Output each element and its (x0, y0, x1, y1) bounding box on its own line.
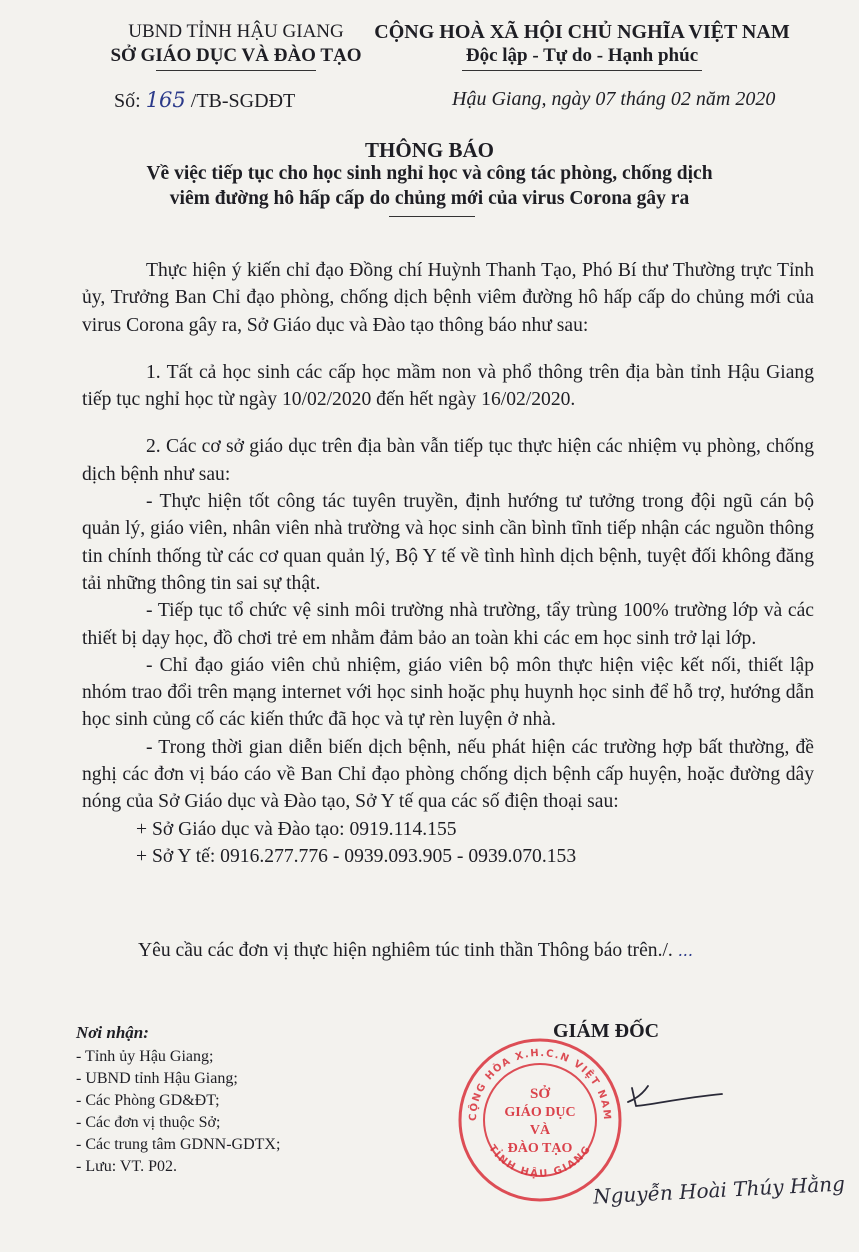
issuer-header (96, 20, 376, 71)
national-title: CỘNG HOÀ XÃ HỘI CHỦ NGHĨA VIỆT NAM (374, 21, 790, 43)
recipient-item: - Các Phòng GD&ĐT; (76, 1092, 220, 1109)
date-line: Hậu Giang, ngày 07 tháng 02 năm 2020 (452, 88, 776, 110)
document-title: THÔNG BÁO (365, 138, 494, 162)
handwritten-initials: ... (677, 941, 693, 960)
phone-line-education: + Sở Giáo dục và Đào tạo: 0919.114.155 (136, 818, 457, 840)
recipient-item: - Các đơn vị thuộc Sở; (76, 1114, 221, 1131)
recipients-heading: Nơi nhận: (76, 1023, 149, 1042)
title-underline (389, 216, 475, 217)
svg-text:TỈNH HẬU GIANG: TỈNH HẬU GIANG (486, 1143, 594, 1180)
svg-text:CỘNG HÒA X.H.C.N VIỆT NAM: CỘNG HÒA X.H.C.N VIỆT NAM (467, 1047, 613, 1122)
document-number (114, 88, 295, 113)
document-subject-line1: Về việc tiếp tục cho học sinh nghỉ học và công tác phòng, chống dịch (146, 163, 713, 184)
bullet-4: - Trong thời gian diễn biến dịch bệnh, nếu phát hiện các trường hợp bất thường, đề nghị các đơn vị báo cáo về Ban Chỉ đạo phòng chống dịch bệnh cấp huyện, hoặc đường dây nóng của Sở Giáo dục và Đào tạo, Sở Y tế qua các số điện thoại sau: (82, 736, 814, 813)
recipient-item: - UBND tỉnh Hậu Giang; (76, 1070, 238, 1087)
recipient-item: - Tỉnh ủy Hậu Giang; (76, 1048, 214, 1065)
national-motto: Độc lập - Tự do - Hạnh phúc (465, 45, 699, 66)
handwritten-signature (626, 1080, 726, 1140)
item-2: 2. Các cơ sở giáo dục trên địa bàn vẫn tiếp tục thực hiện các nhiệm vụ phòng, chống dịch bệnh như sau: (82, 436, 814, 485)
closing-line (138, 940, 693, 962)
svg-text:VÀ: VÀ (529, 1123, 551, 1138)
bullet-3: - Chỉ đạo giáo viên chủ nhiệm, giáo viên bộ môn thực hiện việc kết nối, thiết lập nhóm trao đổi trên mạng internet với học sinh hoặc phụ huynh học sinh để hỗ trợ, hướng dẫn học sinh củng cố các kiến thức đã học và tự rèn luyện ở nhà. (82, 654, 814, 731)
official-stamp (454, 1036, 626, 1204)
recipients-block (76, 1022, 280, 1178)
document-subject-line2: viêm đường hô hấp cấp do chủng mới của virus Corona gây ra (169, 188, 690, 209)
closing-text: Yêu cầu các đơn vị thực hiện nghiêm túc tinh thần Thông báo trên./. (138, 940, 673, 961)
document-body (82, 257, 814, 870)
motto-underline (462, 70, 702, 71)
doc-number-prefix: Số: (114, 90, 141, 112)
item-1: 1. Tất cả học sinh các cấp học mầm non và phổ thông trên địa bàn tỉnh Hậu Giang tiếp tục nghỉ học từ ngày 10/02/2020 đến hết ngày 16/02/2020. (82, 361, 814, 411)
svg-text:ĐÀO TẠO: ĐÀO TẠO (507, 1141, 573, 1156)
intro-paragraph: Thực hiện ý kiến chỉ đạo Đồng chí Huỳnh Thanh Tạo, Phó Bí thư Thường trực Tỉnh ủy, Trưởng Ban Chỉ đạo phòng, chống dịch bệnh viêm đường hô hấp cấp do chủng mới của virus Corona gây ra, Sở Giáo dục và Đào tạo thông báo như sau: (82, 260, 814, 336)
bullet-2: - Tiếp tục tổ chức vệ sinh môi trường nhà trường, tẩy trùng 100% trường lớp và các thiết bị dạy học, đồ chơi trẻ em nhằm đảm bảo an toàn khi các em học sinh trở lại lớp. (82, 600, 814, 649)
national-header (362, 20, 802, 71)
issuer-name: SỞ GIÁO DỤC VÀ ĐÀO TẠO (110, 45, 362, 66)
doc-number-handwritten: 165 (145, 88, 186, 112)
doc-number-suffix: /TB-SGDĐT (190, 90, 296, 112)
issuer-underline (156, 70, 316, 71)
phone-line-health: + Sở Y tế: 0916.277.776 - 0939.093.905 - 0939.070.153 (136, 845, 577, 867)
bullet-1: - Thực hiện tốt công tác tuyên truyền, định hướng tư tưởng trong đội ngũ cán bộ quản lý, giáo viên, nhân viên nhà trường và học sinh cần bình tĩnh tiếp nhận các nguồn thông tin chính thống từ các cơ quan quản lý, Bộ Y tế về tình hình dịch bệnh, tuyệt đối không đăng tải những thông tin sai sự thật. (82, 491, 814, 594)
issuer-parent: UBND TỈNH HẬU GIANG (128, 21, 344, 42)
signer-title: GIÁM ĐỐC (553, 1020, 660, 1042)
svg-text:SỞ: SỞ (529, 1086, 551, 1102)
recipient-item: - Lưu: VT. P02. (76, 1158, 177, 1175)
signer-name: Nguyễn Hoài Thúy Hằng (592, 1171, 846, 1209)
recipient-item: - Các trung tâm GDNN-GDTX; (76, 1136, 281, 1153)
svg-text:GIÁO DỤC: GIÁO DỤC (504, 1105, 576, 1120)
